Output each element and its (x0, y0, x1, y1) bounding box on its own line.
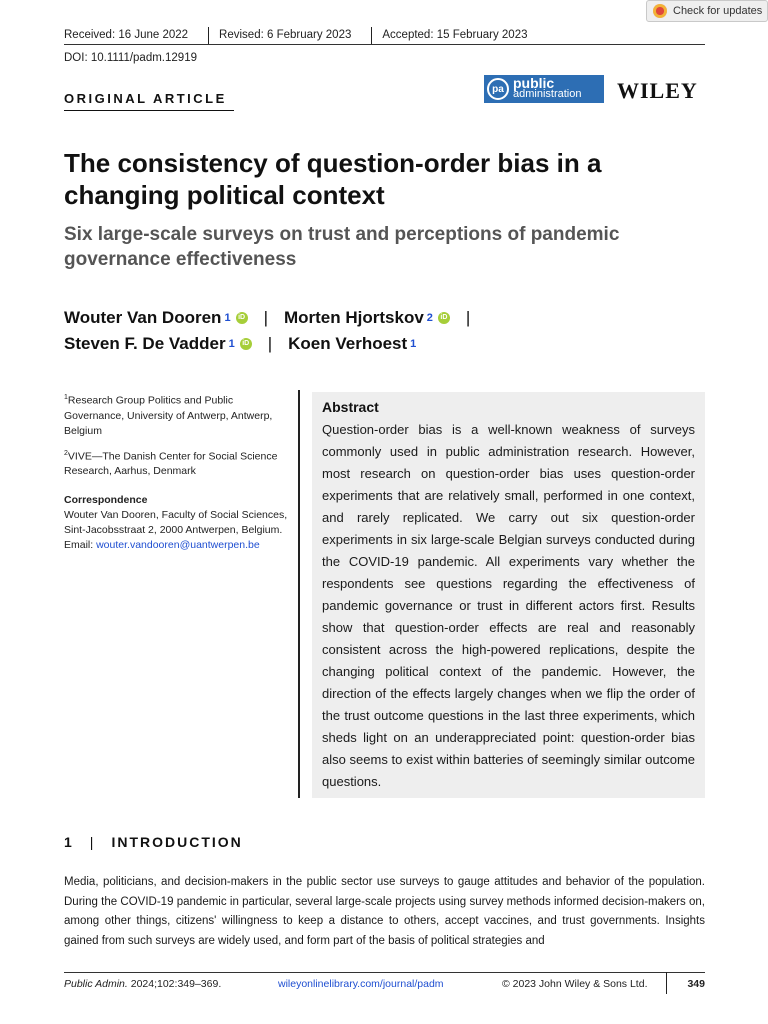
author-name[interactable]: Steven F. De Vadder (64, 334, 226, 353)
author-separator: | (263, 308, 268, 327)
affiliation-ref[interactable]: 1 (224, 312, 231, 324)
article-dates (64, 29, 538, 45)
date-separator (198, 27, 209, 45)
affiliation-ref[interactable]: 2 (426, 312, 433, 324)
accepted-date: Accepted: 15 February 2023 (382, 29, 528, 41)
affiliation-2 (64, 446, 289, 480)
section-number: 1 (64, 834, 74, 850)
author-separator: | (465, 308, 471, 327)
citation-detail: 2024;102:349–369. (127, 978, 222, 990)
section-heading (64, 834, 243, 850)
sidebar-divider (298, 390, 300, 798)
pa-logo-text (513, 75, 582, 100)
date-separator (361, 27, 372, 45)
check-for-updates-label: Check for updates (673, 5, 763, 17)
journal-url-link[interactable]: wileyonlinelibrary.com/journal/padm (278, 978, 444, 990)
pa-logo-mark: pa (487, 78, 509, 100)
email-link[interactable]: wouter.vandooren@uantwerpen.be (96, 539, 260, 551)
intro-paragraph: Media, politicians, and decision-makers in the public sector use surveys to gauge attitudes and behavior of the population. During the COVID-19 pandemic in particular, several large-scale projects using survey methods informed decision-makers on, among other things, citizens' willingness to keep a distance to others, accept vaccines, and trust governments. Insights gained from such surveys are widely used, and form part of the basis of political strategies and (64, 876, 705, 947)
journal-name: Public Admin. (64, 978, 128, 990)
pa-logo-line1: public (513, 75, 555, 91)
revised-date: Revised: 6 February 2023 (219, 29, 352, 41)
correspondence (64, 493, 289, 553)
orcid-icon[interactable]: iD (236, 312, 248, 324)
received-date: Received: 16 June 2022 (64, 29, 189, 41)
author-line (64, 331, 486, 357)
affiliation-number: 1 (64, 394, 68, 401)
pa-logo-line2: administration (513, 88, 582, 100)
abstract-text: Question-order bias is a well-known weakness of surveys commonly used in public administration research. However, most research on question-order bias uses question-order experiments that are relatively small, performed in one context, and rarely replicated. We carry out six question-order experiments in six large-scale Belgian surveys conducted during the COVID-19 pandemic. All experiments vary whether the respondents see questions regarding the effectiveness of pandemic governance or trust in different actors first. Results show that question-order effects are real and reasonably consistent across the high-powered replications, despite the changing political context of the pandemic. However, the direction of the effects largely changes when we flip the order of the trust outcome questions in the last three experiments, which sheds light on an underappreciated point: question-order bias also seems to exist within batteries of seemingly similar outcome questions. (322, 422, 695, 789)
correspondence-heading: Correspondence (64, 494, 148, 506)
author-name[interactable]: Morten Hjortskov (283, 308, 424, 327)
author-list (64, 305, 486, 357)
article-type-underline (64, 110, 234, 111)
journal-citation (64, 978, 221, 990)
section-title: INTRODUCTION (111, 834, 243, 850)
author-line (64, 305, 486, 331)
abstract-box (312, 392, 705, 798)
affiliation-number: 2 (64, 449, 68, 457)
public-administration-logo (484, 75, 604, 103)
copyright: © 2023 John Wiley & Sons Ltd. (502, 978, 648, 990)
affiliation-ref[interactable]: 1 (410, 338, 417, 350)
header-rule (64, 44, 705, 45)
abstract-heading: Abstract (322, 399, 379, 415)
section-separator: | (89, 834, 96, 850)
correspondence-text: Wouter Van Dooren, Faculty of Social Sciences, Sint-Jacobsstraat 2, 2000 Antwerpen, Belgium. (64, 509, 288, 536)
author-separator: | (267, 334, 273, 353)
wiley-logo: WILEY (617, 78, 698, 103)
affiliation-ref[interactable]: 1 (228, 338, 235, 350)
affiliations-sidebar (64, 390, 289, 560)
crossmark-icon (653, 4, 667, 18)
author-name[interactable]: Koen Verhoest (288, 334, 408, 353)
orcid-icon[interactable]: iD (240, 338, 252, 350)
page-separator (666, 972, 667, 994)
orcid-icon[interactable]: iD (438, 312, 450, 324)
check-for-updates-button[interactable] (646, 0, 768, 22)
article-title: The consistency of question-order bias in a changing political context (64, 148, 602, 210)
doi: DOI: 10.1111/padm.12919 (64, 52, 197, 64)
article-subtitle: Six large-scale surveys on trust and perceptions of pandemic governance effectiveness (64, 224, 620, 270)
affiliation-text: VIVE—The Danish Center for Social Science Research, Aarhus, Denmark (64, 450, 278, 477)
article-type: ORIGINAL ARTICLE (64, 91, 227, 106)
affiliation-text: Research Group Politics and Public Governance, University of Antwerp, Antwerp, Belgium (64, 394, 273, 437)
footer-rule (64, 972, 705, 973)
page-number: 349 (687, 978, 705, 990)
email-label: Email: (64, 539, 97, 551)
author-name[interactable]: Wouter Van Dooren (64, 308, 222, 327)
page-footer (64, 978, 705, 994)
affiliation-1 (64, 390, 289, 439)
